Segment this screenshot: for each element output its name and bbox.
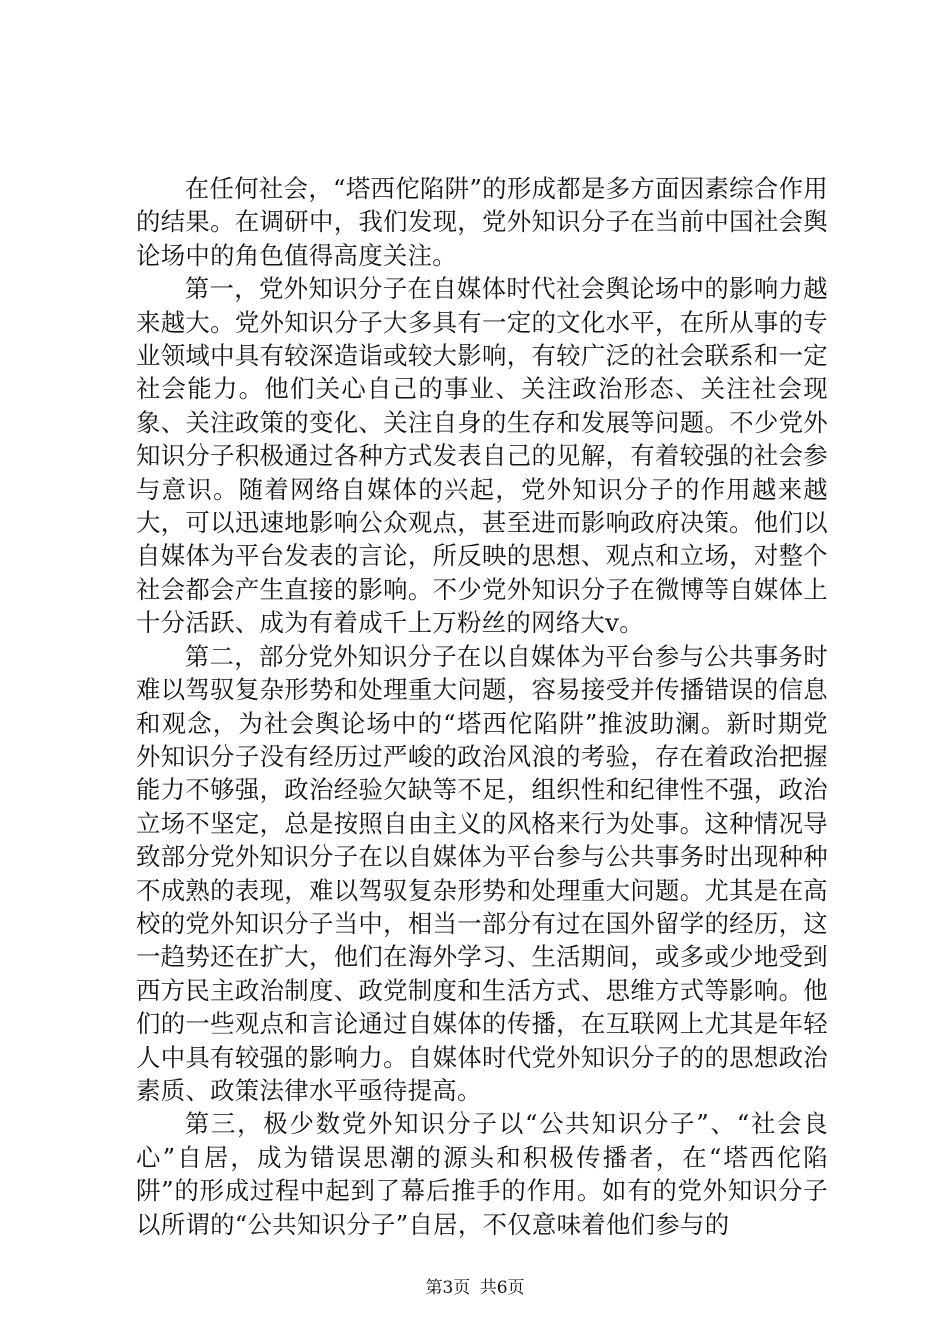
page-number: 第3页 [425, 1278, 471, 1298]
paragraph-intro: 在任何社会，“塔西佗陷阱”的形成都是多方面因素综合作用的结果。在调研中，我们发现，党外知识分子在当前中国社会舆论场中的角色值得高度关注。 [136, 174, 828, 270]
page-total: 共6页 [479, 1278, 525, 1298]
page-footer [0, 1277, 950, 1299]
document-body [136, 172, 828, 1241]
paragraph-second: 第二，部分党外知识分子在以自媒体为平台参与公共事务时难以驾驭复杂形势和处理重大问题，容易接受并传播错误的信息和观念，为社会舆论场中的“塔西佗陷阱”推波助澜。新时期党外知识分子没有经历过严峻的政治风浪的考验，存在着政治把握能力不够强，政治经验欠缺等不足，组织性和纪律性不强，政治立场不坚定，总是按照自由主义的风格来行为处事。这种情况导致部分党外知识分子在以自媒体为平台参与公共事务时出现种种不成熟的表现，难以驾驭复杂形势和处理重大问题。尤其是在高校的党外知识分子当中，相当一部分有过在国外留学的经历，这一趋势还在扩大，他们在海外学习、生活期间，或多或少地受到西方民主政治制度、政党制度和生活方式、思维方式等影响。他们的一些观点和言论通过自媒体的传播，在互联网上尤其是年轻人中具有较强的影响力。自媒体时代党外知识分子的的思想政治素质、政策法律水平亟待提高。 [136, 641, 828, 1105]
paragraph-third: 第三，极少数党外知识分子以“公共知识分子”、“社会良心”自居，成为错误思潮的源头和积极传播者，在“塔西佗陷阱”的形成过程中起到了幕后推手的作用。如有的党外知识分子以所谓的“公共知识分子”自居，不仅意味着他们参与的 [136, 1109, 828, 1239]
paragraph-first: 第一，党外知识分子在自媒体时代社会舆论场中的影响力越来越大。党外知识分子大多具有一定的文化水平，在所从事的专业领域中具有较深造诣或较大影响，有较广泛的社会联系和一定社会能力。他们关心自己的事业、关注政治形态、关注社会现象、关注政策的变化、关注自身的生存和发展等问题。不少党外知识分子积极通过各种方式发表自己的见解，有着较强的社会参与意识。随着网络自媒体的兴起，党外知识分子的作用越来越大，可以迅速地影响公众观点，甚至进而影响政府决策。他们以自媒体为平台发表的言论，所反映的思想、观点和立场，对整个社会都会产生直接的影响。不少党外知识分子在微博等自媒体上十分活跃、成为有着成千上万粉丝的网络大v。 [136, 274, 828, 638]
